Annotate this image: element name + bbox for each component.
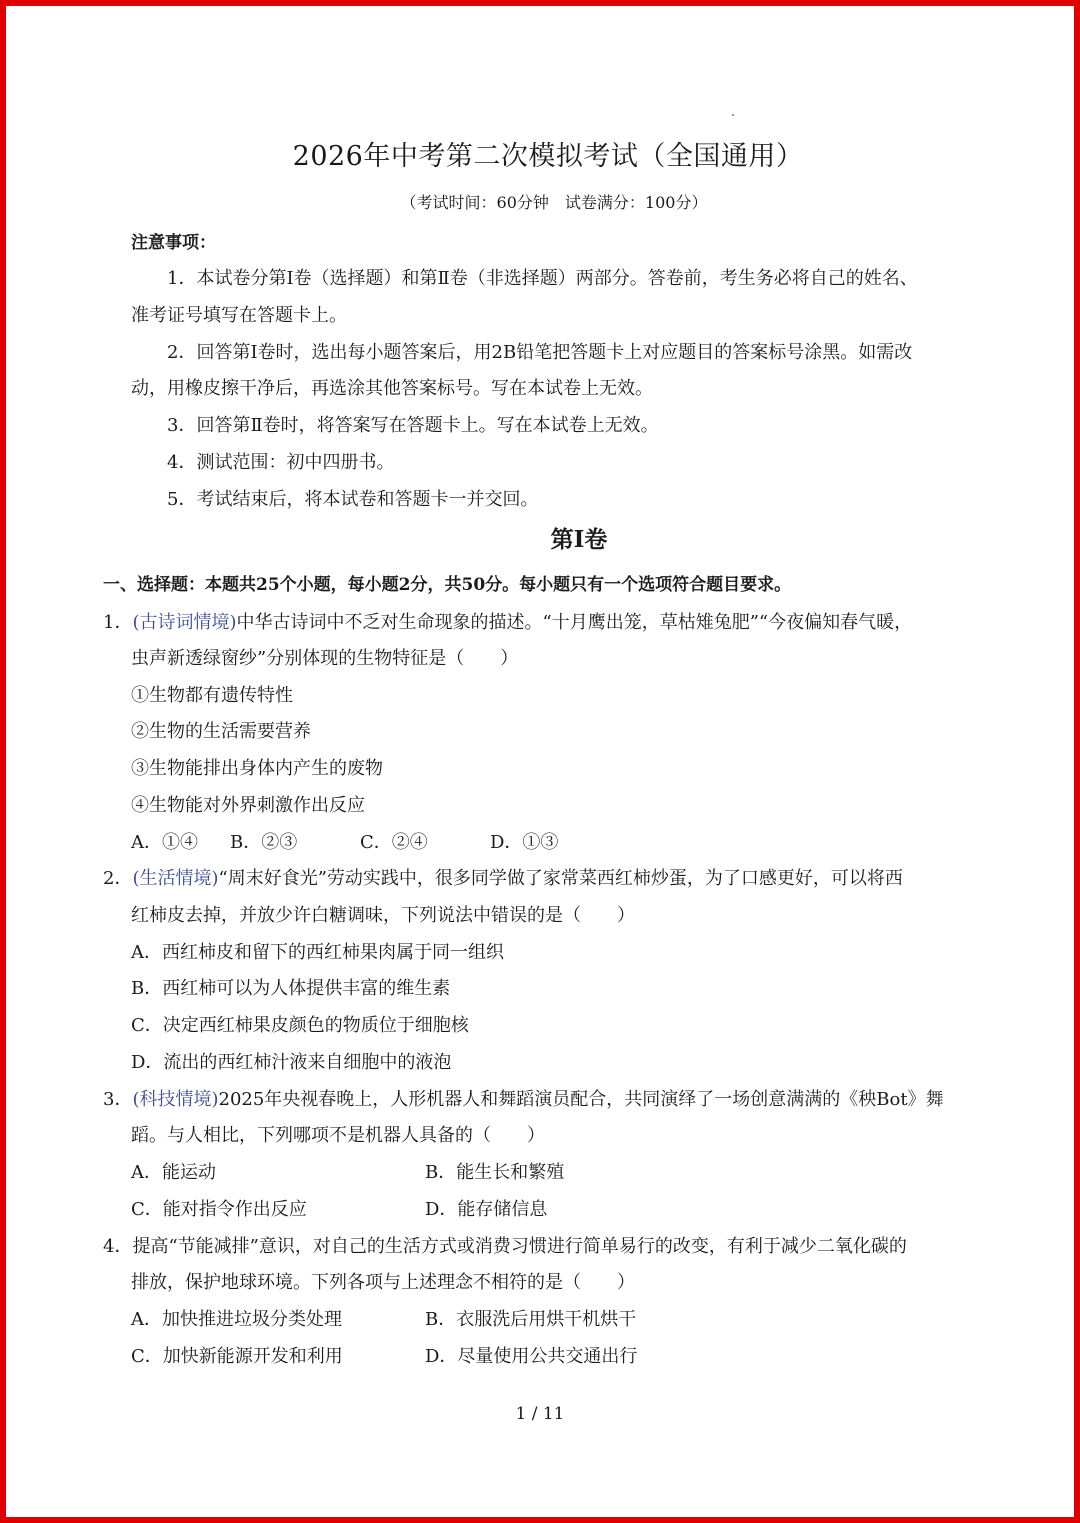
option-d: D．①③ bbox=[490, 832, 559, 853]
notice-heading: 注意事项： bbox=[131, 233, 216, 253]
option-a: A．①④ bbox=[131, 832, 198, 853]
option-c: C．能对指令作出反应 bbox=[131, 1199, 307, 1220]
notice-line: 2．回答第Ⅰ卷时，选出每小题答案后，用2B铅笔把答题卡上对应题目的答案标号涂黑。如需改 bbox=[167, 342, 913, 363]
notice-line: 3．回答第Ⅱ卷时，将答案写在答题卡上。写在本试卷上无效。 bbox=[167, 415, 659, 436]
option-b: B．衣服洗后用烘干机烘干 bbox=[425, 1309, 637, 1330]
option-a: A．西红柿皮和留下的西红柿果肉属于同一组织 bbox=[131, 942, 504, 963]
statement: ②生物的生活需要营养 bbox=[131, 721, 311, 742]
question-number: 4． bbox=[103, 1236, 133, 1257]
notice-line: 准考证号填写在答题卡上。 bbox=[131, 305, 347, 326]
option-c: C．加快新能源开发和利用 bbox=[131, 1346, 343, 1367]
question-number: 1． bbox=[103, 612, 133, 633]
question-number: 2． bbox=[103, 868, 133, 889]
option-a: A．加快推进垃圾分类处理 bbox=[131, 1309, 342, 1330]
statement: ④生物能对外界刺激作出反应 bbox=[131, 795, 365, 816]
question-text: 蹈。与人相比，下列哪项不是机器人具备的（ ） bbox=[131, 1125, 545, 1146]
notice-line: 4．测试范围：初中四册书。 bbox=[167, 452, 395, 473]
option-d: D．尽量使用公共交通出行 bbox=[425, 1346, 638, 1367]
question-number: 3． bbox=[103, 1089, 133, 1110]
question-text: 2025年央视春晚上，人形机器人和舞蹈演员配合，共同演绎了一场创意满满的《秧Bot》舞 bbox=[218, 1089, 944, 1110]
statement: ①生物都有遗传特性 bbox=[131, 685, 293, 706]
question-tag: (生活情境) bbox=[132, 868, 219, 889]
question-tag: (古诗词情境) bbox=[132, 612, 237, 633]
option-d: D．流出的西红柿汁液来自细胞中的液泡 bbox=[131, 1052, 452, 1073]
question-tag: (科技情境) bbox=[132, 1089, 219, 1110]
option-d: D．能存储信息 bbox=[425, 1199, 548, 1220]
option-b: B．能生长和繁殖 bbox=[425, 1162, 565, 1183]
option-b: B．西红柿可以为人体提供丰富的维生素 bbox=[131, 978, 451, 999]
question-text: 虫声新透绿窗纱”分别体现的生物特征是（ ） bbox=[131, 648, 519, 669]
option-c: C．决定西红柿果皮颜色的物质位于细胞核 bbox=[131, 1015, 469, 1036]
section-title: 第Ⅰ卷 bbox=[550, 526, 608, 553]
question-text: “周末好食光”劳动实践中，很多同学做了家常菜西红柿炒蛋，为了口感更好，可以将西 bbox=[218, 868, 903, 889]
statement: ③生物能排出身体内产生的废物 bbox=[131, 758, 383, 779]
section-instruction: 一、选择题：本题共25个小题，每小题2分，共50分。每小题只有一个选项符合题目要求。 bbox=[103, 575, 792, 595]
page-title: 2026年中考第二次模拟考试（全国通用） bbox=[292, 141, 804, 172]
question-text: 中华古诗词中不乏对生命现象的描述。“十月鹰出笼，草枯雉兔肥”“今夜偏知春气暖， bbox=[236, 612, 913, 633]
notice-line: 5．考试结束后，将本试卷和答题卡一并交回。 bbox=[167, 489, 539, 510]
question-text: 提高“节能减排”意识，对自己的生活方式或消费习惯进行简单易行的改变，有利于减少二氧化碳的 bbox=[132, 1236, 907, 1257]
question-text: 红柿皮去掉，并放少许白糖调味，下列说法中错误的是（ ） bbox=[131, 905, 635, 926]
page-number: 1 / 11 bbox=[515, 1404, 565, 1424]
notice-line: 动，用橡皮擦干净后，再选涂其他答案标号。写在本试卷上无效。 bbox=[131, 378, 653, 399]
exam-meta: （考试时间：60分钟 试卷满分：100分） bbox=[400, 193, 708, 212]
option-c: C．②④ bbox=[360, 832, 428, 853]
question-text: 排放，保护地球环境。下列各项与上述理念不相符的是（ ） bbox=[131, 1272, 635, 1293]
notice-line: 1．本试卷分第Ⅰ卷（选择题）和第Ⅱ卷（非选择题）两部分。答卷前，考生务必将自己的姓名、 bbox=[167, 268, 918, 289]
option-a: A．能运动 bbox=[131, 1162, 216, 1183]
option-b: B．②③ bbox=[230, 832, 298, 853]
